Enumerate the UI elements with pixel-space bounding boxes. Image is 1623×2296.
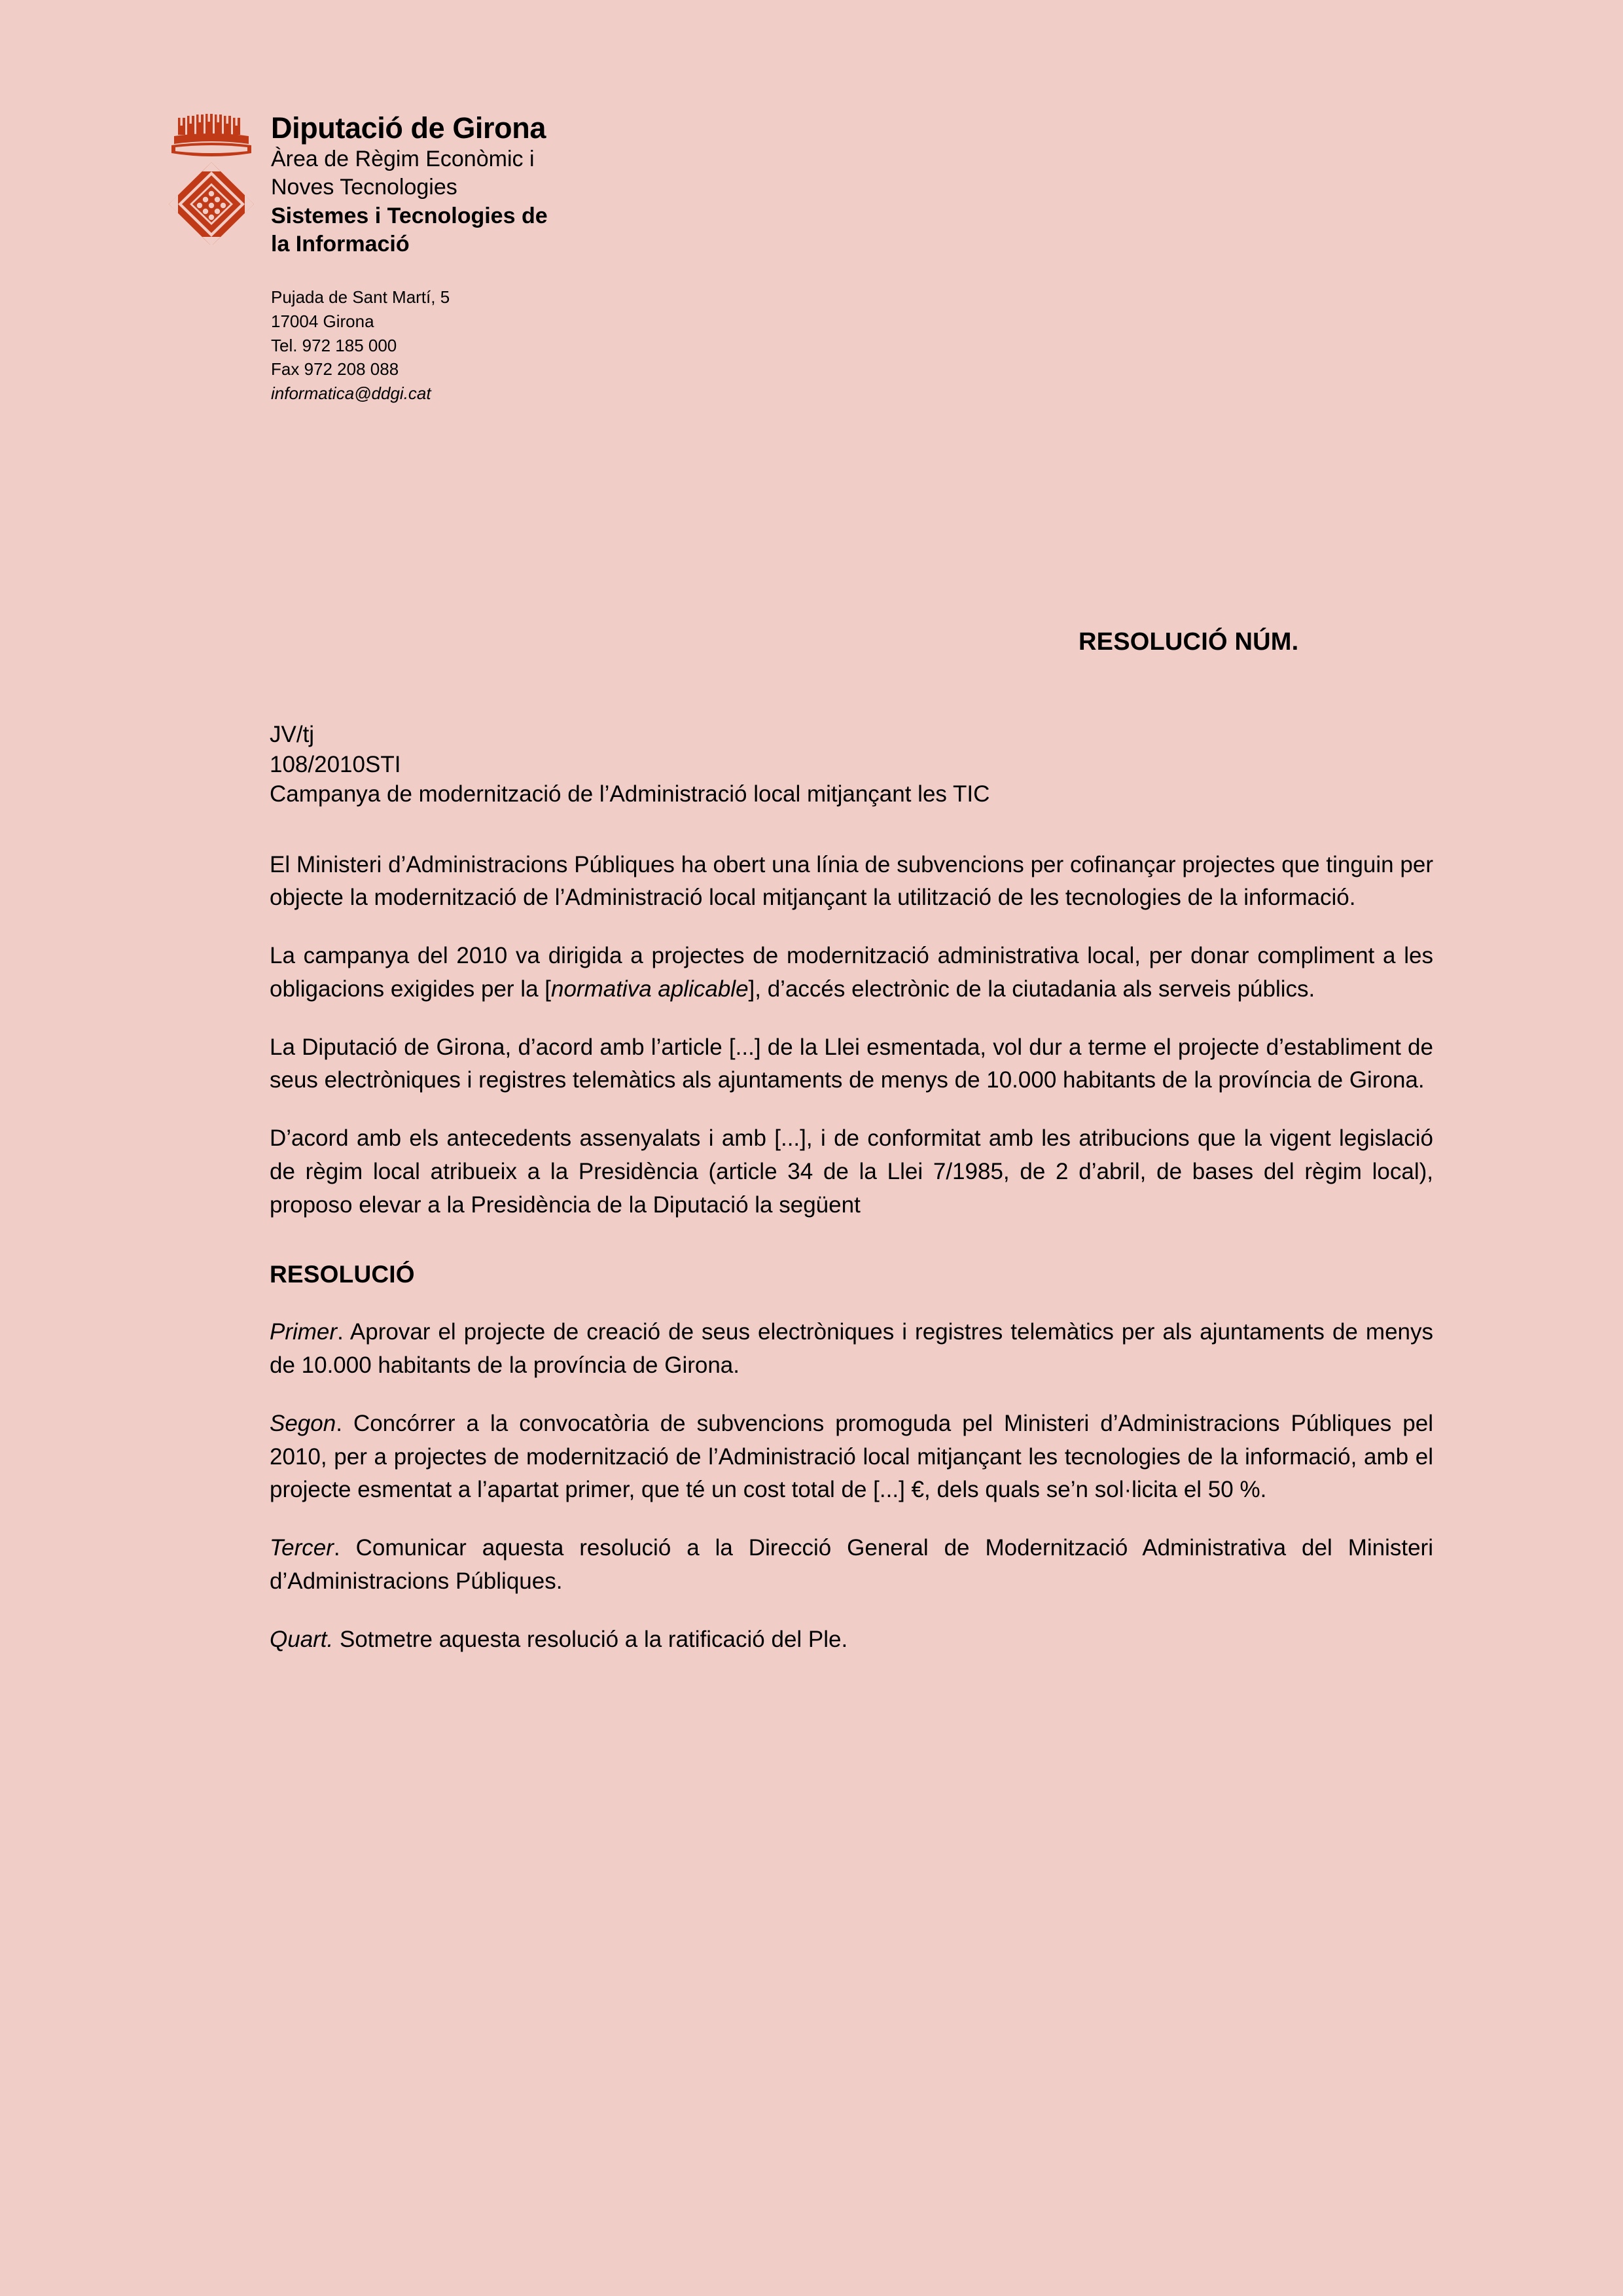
paragraph-tercer: Tercer. Comunicar aquesta resolució a la Direcció General de Modernització Administrativa del Ministeri d’Administracions Públiques. <box>270 1535 1433 1594</box>
contact-block <box>271 285 548 406</box>
paragraph-intro-ministeri: El Ministeri d’Administracions Públiques ha obert una línia de subvencions per cofinançar projectes que tinguin per objecte la modernització de l’Administració local mitjançant la utilització de les tecnologies de la informació. <box>270 851 1433 911</box>
reference-initials: JV/tj <box>270 722 315 747</box>
area-line-2: Noves Tecnologies <box>271 175 457 200</box>
organization-name: Diputació de Girona <box>271 111 546 145</box>
reference-block <box>270 720 1433 809</box>
paragraph-segon: Segon. Concórrer a la convocatòria de subvencions promoguda pel Ministeri d’Administracions Públiques pel 2010, per a projectes de modernització de l’Administració local mitjançant les tecnologies de la informació, amb el projecte esmentat a l’apartat primer, que té un cost total de [...] €, dels quals se’n sol·licita el 50 %. <box>270 1410 1433 1503</box>
paragraph-quart: Quart. Sotmetre aquesta resolució a la ratificació del Ple. <box>270 1626 848 1652</box>
paragraph-campanya-2010: La campanya del 2010 va dirigida a projectes de modernització administrativa local, per donar compliment a les obligacions exigides per la [normativa aplicable], d’accés electrònic de la ciutadania als serveis públics. <box>270 943 1433 1002</box>
contact-email: informatica@ddgi.cat <box>271 383 431 404</box>
document-body <box>270 720 1433 1656</box>
emphasis-text: Primer <box>270 1319 338 1345</box>
letterhead-text <box>271 105 548 406</box>
page-title: RESOLUCIÓ NÚM. <box>1079 628 1299 656</box>
contact-phone: Tel. 972 185 000 <box>271 335 397 355</box>
resolution-items <box>270 1316 1433 1656</box>
letterhead <box>162 105 548 406</box>
contact-street: Pujada de Sant Martí, 5 <box>271 287 450 307</box>
unit-line-1: Sistemes i Tecnologies de <box>271 203 548 228</box>
paragraph-antecedents-atribucions: D’acord amb els antecedents assenyalats i amb [...], i de conformitat amb les atribucions que la vigent legislació de règim local atribueix a la Presidència (article 34 de la Llei 7/1985, de 2 d’abril, de bases del règim local), proposo elevar a la Presidència de la Diputació la següent <box>270 1125 1433 1218</box>
paragraph-diputacio-projecte: La Diputació de Girona, d’acord amb l’article [...] de la Llei esmentada, vol dur a terme el projecte d’establiment de seus electròniques i registres telemàtics als ajuntaments de menys de 10.000 habitants de la província de Girona. <box>270 1034 1433 1093</box>
emphasis-text: Tercer <box>270 1535 334 1561</box>
area-line-1: Àrea de Règim Econòmic i <box>271 146 535 171</box>
emphasis-text: Segon <box>270 1410 336 1436</box>
emphasis-text: Quart. <box>270 1626 334 1652</box>
reference-file-number: 108/2010STI <box>270 751 401 777</box>
resolution-heading: RESOLUCIÓ <box>270 1261 415 1288</box>
unit-line-2: la Informació <box>271 232 410 257</box>
contact-city: 17004 Girona <box>271 311 374 331</box>
reference-subject: Campanya de modernització de l’Administració local mitjançant les TIC <box>270 781 990 807</box>
contact-fax: Fax 972 208 088 <box>271 359 399 380</box>
emphasis-text: normativa aplicable <box>550 976 749 1002</box>
girona-coat-of-arms-icon <box>162 107 260 245</box>
paragraph-primer: Primer. Aprovar el projecte de creació de seus electròniques i registres telemàtics per als ajuntaments de menys de 10.000 habitants de la província de Girona. <box>270 1319 1433 1378</box>
intro-paragraphs <box>270 849 1433 1222</box>
